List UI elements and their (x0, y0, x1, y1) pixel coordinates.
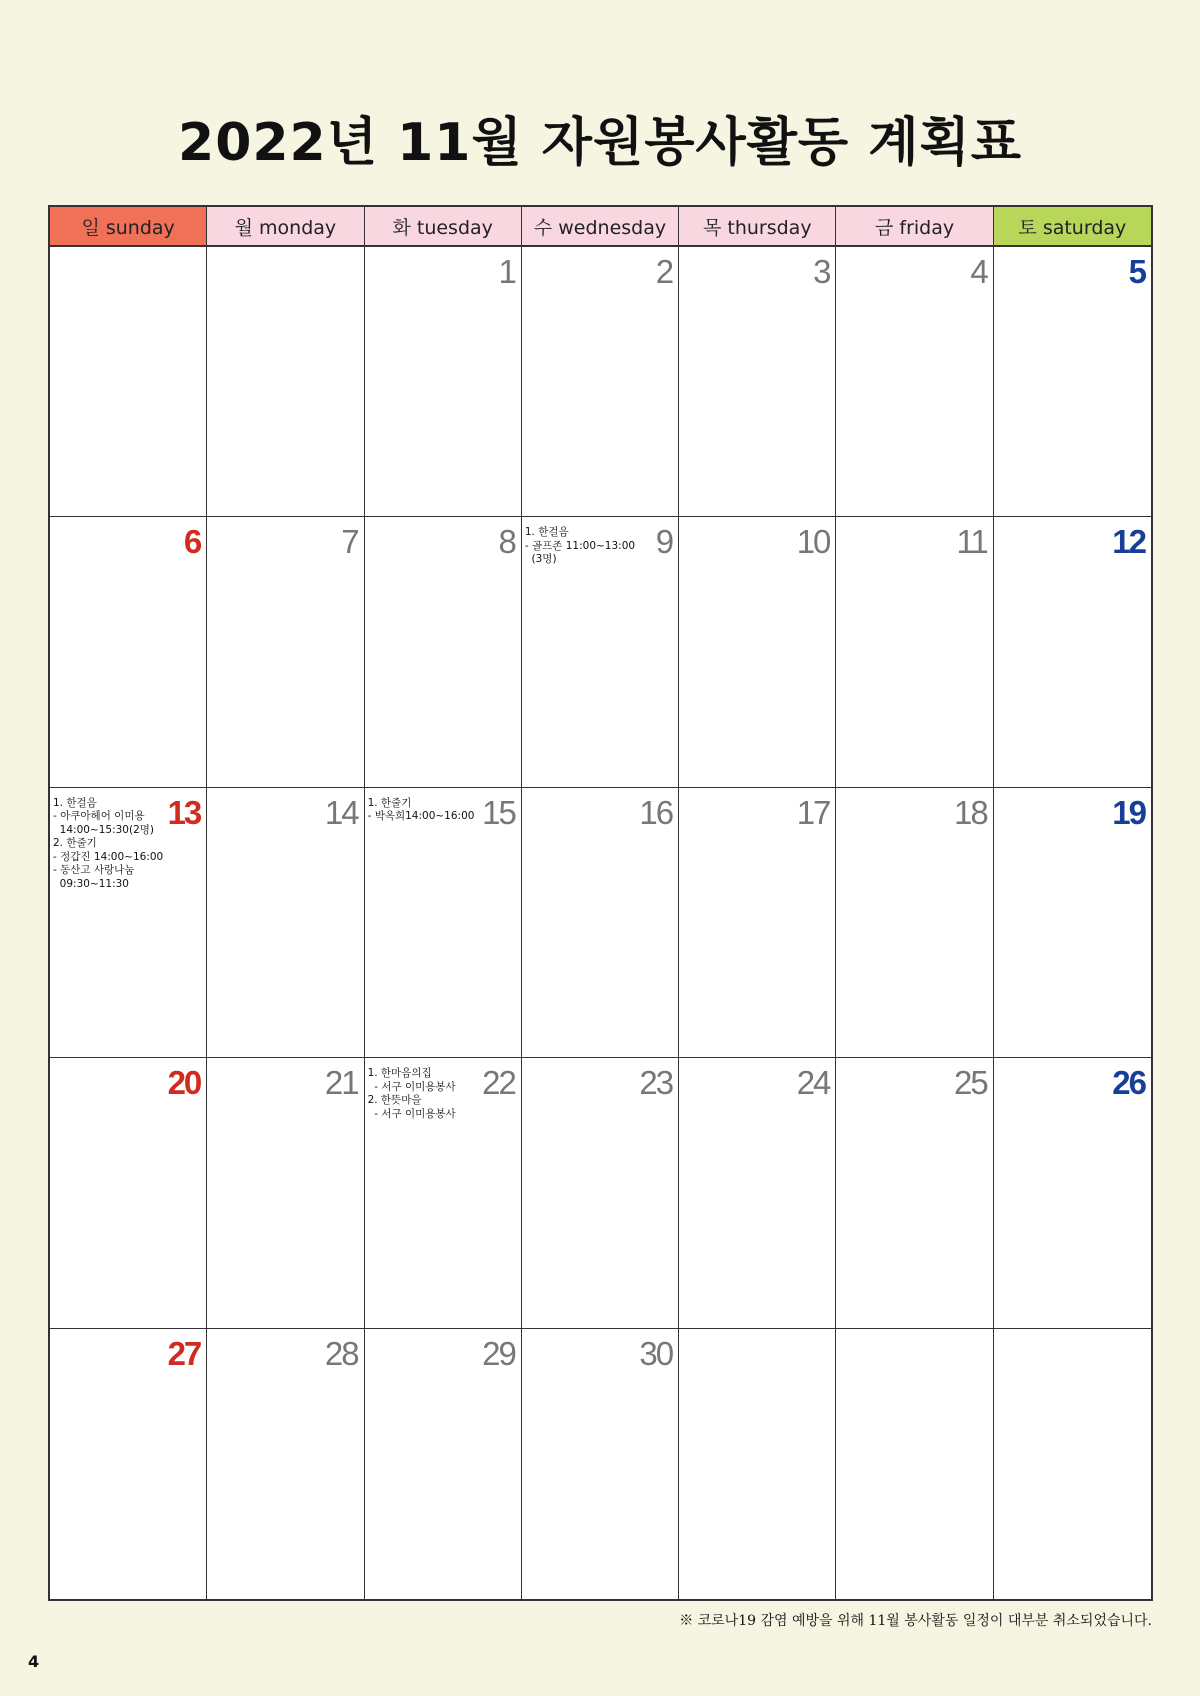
day-cell (994, 517, 1151, 787)
weekday-header-cell: 목 thursday (679, 207, 836, 245)
page-title: 2022년 11월 자원봉사활동 계획표 (178, 113, 1022, 173)
day-number: 21 (324, 1064, 358, 1102)
day-cell (836, 1329, 993, 1599)
day-number: 24 (796, 1064, 830, 1102)
day-cell (207, 517, 364, 787)
day-number: 7 (341, 523, 358, 561)
event-note: 1. 한마음의집 - 서구 이미용봉사 2. 한뜻마을 - 서구 이미용봉사 (367, 1067, 456, 1120)
weekday-header-cell: 일 sunday (50, 207, 207, 245)
day-number: 25 (953, 1064, 987, 1102)
day-cell (679, 788, 836, 1058)
event-note: 1. 한걸음 - 아쿠아헤어 이미용 14:00~15:30(2명) 2. 한줄기 - 정갑진 14:00~16:00 - 동산고 사랑나눔 09:30~11:30 (53, 796, 164, 890)
day-number: 29 (482, 1334, 515, 1372)
event-note: 1. 한줄기 - 박옥희14:00~16:00 (367, 796, 475, 823)
weekday-header-cell: 수 wednesday (522, 207, 679, 245)
day-cell (365, 517, 522, 787)
day-cell (836, 247, 993, 517)
day-cell (522, 1329, 679, 1599)
weekday-header-cell: 월 monday (207, 207, 364, 245)
weekday-header-cell: 토 saturday (994, 207, 1151, 245)
day-cell (522, 247, 679, 517)
day-cell (365, 788, 522, 1058)
day-number: 22 (482, 1064, 515, 1102)
day-cell (994, 1058, 1151, 1328)
day-number: 30 (639, 1334, 673, 1372)
day-number: 5 (1128, 253, 1145, 290)
calendar-grid (50, 247, 1151, 1599)
day-cell (365, 1329, 522, 1599)
day-number: 28 (324, 1334, 358, 1372)
day-number: 16 (639, 793, 673, 831)
calendar (48, 205, 1153, 1601)
day-number: 10 (796, 523, 830, 561)
day-cell (50, 247, 207, 517)
day-cell (50, 517, 207, 787)
day-number: 2 (655, 253, 673, 290)
day-cell (365, 1058, 522, 1328)
day-number: 12 (1112, 523, 1145, 561)
day-cell (207, 1329, 364, 1599)
day-number: 1 (498, 253, 515, 290)
day-number: 3 (813, 253, 830, 290)
day-number: 4 (970, 253, 987, 290)
day-cell (50, 788, 207, 1058)
day-number: 20 (167, 1064, 201, 1102)
day-cell (836, 517, 993, 787)
day-number: 6 (183, 523, 201, 561)
day-cell (994, 1329, 1151, 1599)
day-number: 8 (498, 523, 515, 561)
day-number: 19 (1112, 793, 1145, 831)
day-cell (679, 247, 836, 517)
weekday-header-cell: 금 friday (836, 207, 993, 245)
day-cell (522, 788, 679, 1058)
day-number: 9 (655, 523, 673, 561)
day-number: 27 (167, 1334, 201, 1372)
day-cell (679, 1329, 836, 1599)
page-number: 4 (28, 1652, 40, 1671)
day-cell (679, 517, 836, 787)
weekday-header (50, 207, 1151, 247)
day-number: 14 (324, 793, 358, 831)
day-cell (522, 517, 679, 787)
day-number: 13 (167, 793, 201, 831)
day-cell (207, 1058, 364, 1328)
day-cell (207, 247, 364, 517)
day-cell (836, 1058, 993, 1328)
day-cell (207, 788, 364, 1058)
footer-note: ※ 코로나19 감염 예방을 위해 11월 봉사활동 일정이 대부분 취소되었습니다. (679, 1613, 1152, 1629)
day-number: 17 (796, 793, 830, 831)
day-number: 18 (953, 793, 987, 831)
day-cell (50, 1058, 207, 1328)
day-cell (836, 788, 993, 1058)
day-cell (50, 1329, 207, 1599)
day-cell (994, 247, 1151, 517)
weekday-header-cell: 화 tuesday (365, 207, 522, 245)
day-cell (994, 788, 1151, 1058)
day-cell (522, 1058, 679, 1328)
event-note: 1. 한걸음 - 골프존 11:00~13:00 (3명) (524, 526, 636, 566)
day-cell (365, 247, 522, 517)
day-number: 23 (639, 1064, 673, 1102)
day-cell (679, 1058, 836, 1328)
day-number: 11 (956, 523, 987, 561)
day-number: 26 (1112, 1064, 1145, 1102)
day-number: 15 (482, 793, 515, 831)
